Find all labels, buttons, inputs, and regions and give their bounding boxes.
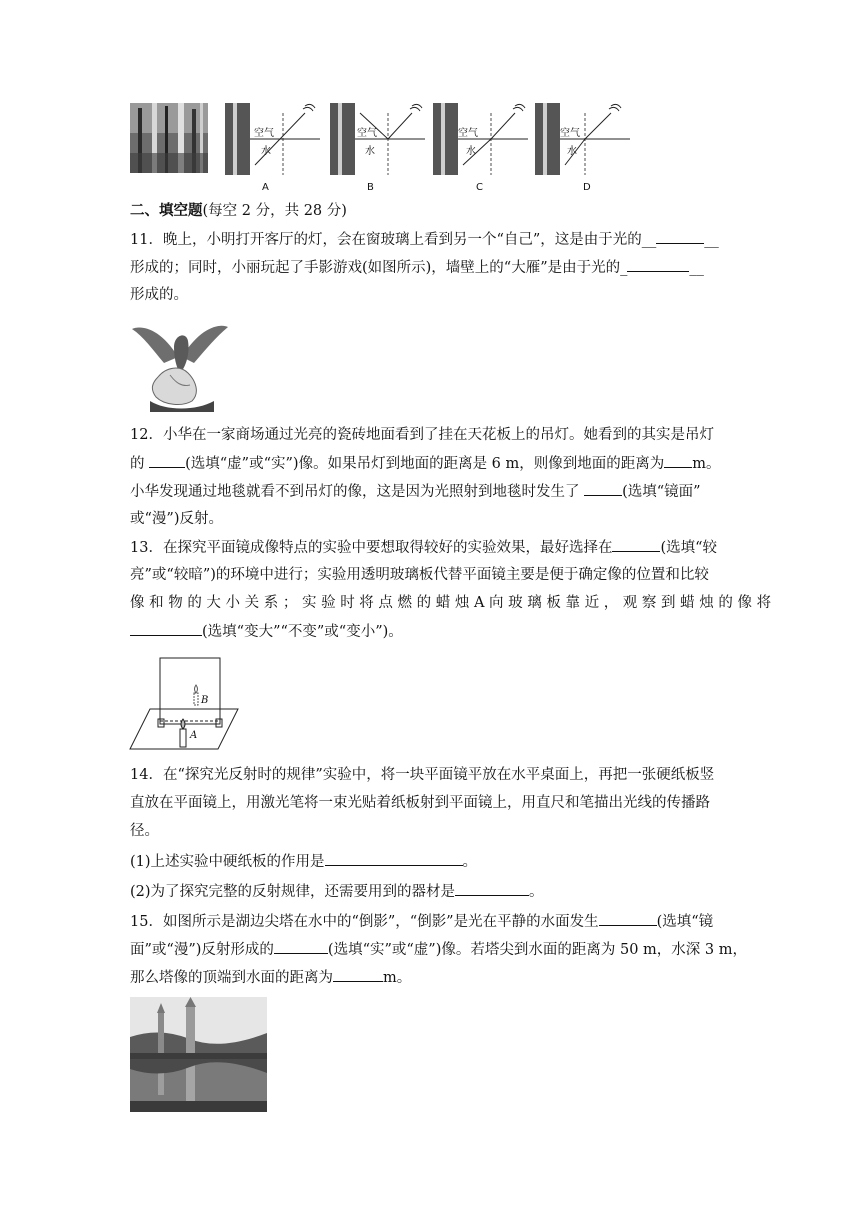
q12-line-3: 小华发现通过地毯就看不到吊灯的像，这是因为光照射到地毯时发生了 (选填“镜面” — [130, 481, 730, 502]
water-label-c: 水 — [466, 146, 476, 157]
q11-line-1: 11．晚上，小明打开客厅的灯，会在窗玻璃上看到另一个“自己”，这是由于光的__ __ — [130, 229, 730, 250]
air-label-c: 空气 — [458, 128, 478, 139]
pagoda-reflection-photo — [130, 997, 267, 1112]
section-heading — [130, 201, 730, 221]
q15-blank-2[interactable] — [274, 939, 328, 954]
candle-label-b: B — [201, 695, 209, 706]
section-note: (每空 2 分，共 28 分) — [202, 203, 347, 219]
q13-blank-1[interactable] — [612, 537, 660, 552]
q12-line-4: 或“漫”)反射。 — [130, 511, 223, 527]
q11-blank-2[interactable] — [627, 257, 689, 272]
q14-sub-1: (1)上述实验中硬纸板的作用是 。 — [130, 851, 730, 872]
hand-shadow-image — [130, 317, 230, 412]
water-label-d: 水 — [567, 146, 577, 157]
q15-blank-1[interactable] — [599, 911, 657, 926]
option-label-c: C — [476, 182, 483, 193]
water-label-a: 水 — [261, 146, 271, 157]
q12-line-2: 的 (选填“虚”或“实”)像。如果吊灯到地面的距离是 6 m，则像到地面的距离为 m。 — [130, 453, 730, 474]
q13-line-2: 亮”或“较暗”)的环境中进行；实验用透明玻璃板代替平面镜主要是便于确定像的位置和比较 — [130, 567, 709, 583]
q14-line-2: 直放在平面镜上，用激光笔将一束光贴着纸板射到平面镜上，用直尺和笔描出光线的传播路 — [130, 795, 710, 811]
q14-line-3: 径。 — [130, 823, 159, 839]
option-label-d: D — [583, 182, 591, 193]
q12-blank-3[interactable] — [584, 481, 622, 496]
q15-blank-3[interactable] — [333, 967, 383, 982]
plane-mirror-apparatus — [128, 655, 240, 755]
candle-label-a: A — [190, 730, 198, 741]
q14-line-1: 14．在“探究光反射时的规律”实验中，将一块平面镜平放在水平桌面上，再把一张硬纸板竖 — [130, 767, 715, 783]
q13-line-3: 像 和 物 的 大 小 关 系 ； 实 验 时 将 点 燃 的 蜡 烛 A 向 玻 璃 板 靠 近 ， 观 察 到 蜡 烛 的 像 将 — [130, 595, 772, 611]
water-label-b: 水 — [365, 146, 375, 157]
section-title: 二、填空题 — [130, 202, 203, 219]
air-label-d: 空气 — [560, 128, 580, 139]
q13-line-4: (选填“变大”“不变”或“变小”)。 — [130, 621, 730, 642]
forest-photo — [130, 103, 208, 173]
q14-blank-1[interactable] — [325, 851, 463, 866]
q14-sub-2: (2)为了探究完整的反射规律，还需要用到的器材是 。 — [130, 881, 730, 902]
refraction-figure-a — [225, 103, 320, 193]
q12-blank-1[interactable] — [149, 453, 185, 468]
q11-blank-1[interactable] — [656, 229, 704, 244]
air-label-a: 空气 — [254, 128, 274, 139]
option-label-a: A — [262, 182, 269, 193]
q12-line-1: 12．小华在一家商场通过光亮的瓷砖地面看到了挂在天花板上的吊灯。她看到的其实是吊灯 — [130, 427, 714, 443]
q15-line-2: 面”或“漫”)反射形成的 (选填“实”或“虚”)像。若塔尖到水面的距离为 50 m，水深 3 m， — [130, 939, 730, 960]
q12-blank-2[interactable] — [664, 453, 692, 468]
q14-blank-2[interactable] — [455, 881, 529, 896]
option-label-b: B — [367, 182, 374, 193]
q13-blank-2[interactable] — [130, 621, 202, 636]
q11-line-3: 形成的。 — [130, 287, 188, 303]
refraction-figure-c — [433, 103, 528, 193]
refraction-figure-b — [330, 103, 425, 193]
q15-line-3: 那么塔像的顶端到水面的距离为 m。 — [130, 967, 730, 988]
q15-line-1: 15．如图所示是湖边尖塔在水中的“倒影”，“倒影”是光在平静的水面发生 (选填“镜 — [130, 911, 730, 932]
air-label-b: 空气 — [357, 128, 377, 139]
q11-line-2: 形成的；同时，小丽玩起了手影游戏(如图所示)，墙壁上的“大雁”是由于光的_ __ — [130, 257, 730, 278]
q13-line-1: 13．在探究平面镜成像特点的实验中要想取得较好的实验效果，最好选择在 (选填“较 — [130, 537, 730, 558]
refraction-figure-d — [535, 103, 630, 193]
